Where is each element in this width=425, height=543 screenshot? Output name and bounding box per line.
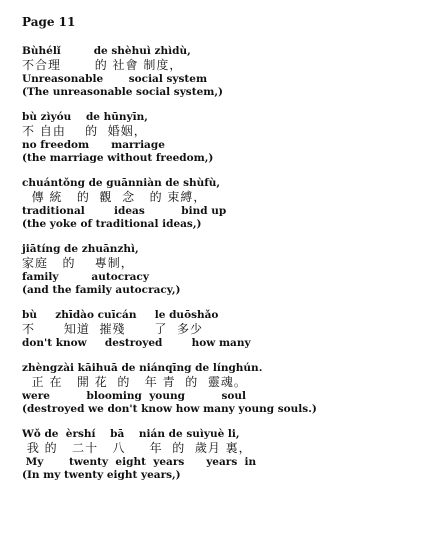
verse-stanza-2 [22, 110, 422, 165]
page-title: Page 11 [22, 15, 76, 29]
english-gloss-line: were blooming young soul [22, 390, 247, 402]
verse-stanza-6 [22, 361, 422, 416]
english-translation-line: (The unreasonable social system,) [22, 86, 223, 98]
pinyin-line: chuántǒng de guānniàn de shùfù, [22, 177, 221, 189]
verse-stanza-3 [22, 176, 422, 231]
english-translation-line: (destroyed we don't know how many young souls.) [22, 403, 317, 415]
chinese-line: 不合理 的 社會 制度， [22, 58, 183, 72]
english-translation-line: (In my twenty eight years,) [22, 469, 181, 481]
chinese-line: 不 自由 的 婚姻， [22, 124, 147, 138]
verse-stanza-1 [22, 44, 422, 99]
pinyin-line: Wǒ de èrshí bā nián de suìyuè li, [22, 428, 240, 440]
chinese-line: 正 在 開 花 的 年 青 的 靈魂。 [22, 375, 247, 389]
verse-stanza-7 [22, 427, 422, 482]
chinese-line: 我 的 二十 八 年 的 歲月 裏， [22, 441, 252, 455]
verse-stanza-4 [22, 242, 422, 297]
english-gloss-line: My twenty eight years years in [22, 456, 257, 468]
pinyin-line: bù zhīdào cuīcán le duōshǎo [22, 309, 219, 321]
english-translation-line: (and the family autocracy,) [22, 284, 181, 296]
pinyin-line: zhèngzài kāihuā de niánqīng de línghún. [22, 362, 263, 374]
english-gloss-line: Unreasonable social system [22, 73, 208, 85]
chinese-line: 傳 統 的 觀 念 的 束縛， [22, 190, 207, 204]
english-gloss-line: no freedom marriage [22, 139, 165, 151]
chinese-line: 不 知道 摧殘 了 多少 [22, 322, 204, 336]
english-gloss-line: family autocracy [22, 271, 149, 283]
english-gloss-line: traditional ideas bind up [22, 205, 227, 217]
pinyin-line: Bùhélǐ de shèhuì zhìdù, [22, 45, 191, 57]
verse-stanza-5 [22, 308, 422, 350]
english-gloss-line: don't know destroyed how many [22, 337, 251, 349]
chinese-line: 家庭 的 專制， [22, 256, 134, 270]
pinyin-line: jiātíng de zhuānzhì, [22, 243, 139, 255]
english-translation-line: (the yoke of traditional ideas,) [22, 218, 202, 230]
document-page [22, 15, 422, 493]
english-translation-line: (the marriage without freedom,) [22, 152, 214, 164]
pinyin-line: bù zìyóu de hūnyīn, [22, 111, 148, 123]
